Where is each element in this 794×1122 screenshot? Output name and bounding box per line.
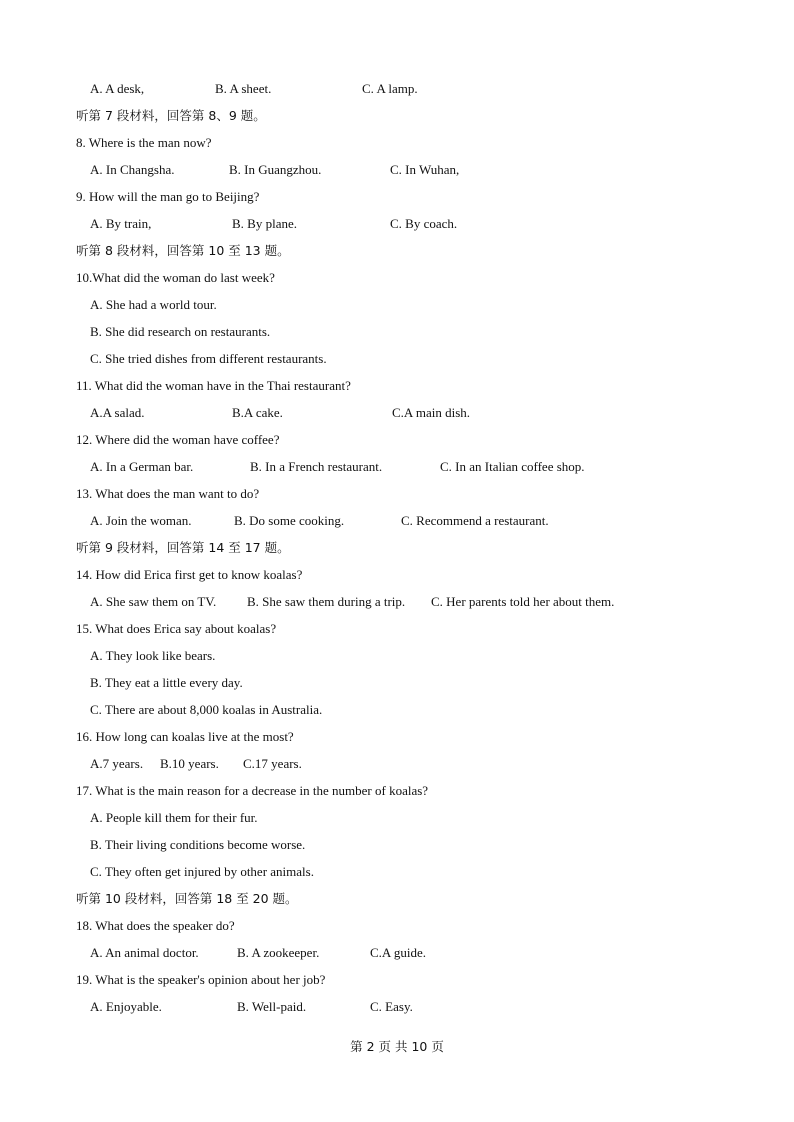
- q17-option-b-line: [0, 835, 794, 855]
- q18-option-c: C.A guide.: [370, 945, 426, 960]
- q9-option-b: B. By plane.: [232, 216, 297, 231]
- q8-option-b: B. In Guangzhou.: [229, 162, 322, 177]
- q17-option-a: A. People kill them for their fur.: [90, 810, 258, 825]
- q13-text: 13. What does the man want to do?: [76, 486, 260, 501]
- q18-line: [0, 916, 794, 936]
- section-8-instruction: 听第 8 段材料，回答第 10 至 13 题。: [76, 243, 290, 258]
- q9-text: 9. How will the man go to Beijing?: [76, 189, 260, 204]
- q11-option-b: B.A cake.: [232, 405, 283, 420]
- q12-options: [0, 457, 794, 477]
- section-10-header: [0, 889, 794, 909]
- q7-option-a: A. A desk,: [90, 81, 145, 96]
- q10-line: [0, 268, 794, 288]
- q13-line: [0, 484, 794, 504]
- q10-option-b: B. She did research on restaurants.: [90, 324, 271, 339]
- section-7-header: [0, 106, 794, 126]
- q17-line: [0, 781, 794, 801]
- q14-option-b: B. She saw them during a trip.: [247, 594, 406, 609]
- q14-text: 14. How did Erica first get to know koalas?: [76, 567, 303, 582]
- q13-option-b: B. Do some cooking.: [234, 513, 345, 528]
- q18-options: [0, 943, 794, 963]
- q17-text: 17. What is the main reason for a decrease in the number of koalas?: [76, 783, 429, 798]
- q15-option-a: A. They look like bears.: [90, 648, 216, 663]
- q15-text: 15. What does Erica say about koalas?: [76, 621, 277, 636]
- section-9-instruction: 听第 9 段材料，回答第 14 至 17 题。: [76, 540, 290, 555]
- q16-line: [0, 727, 794, 747]
- q8-text: 8. Where is the man now?: [76, 135, 212, 150]
- page-footer: [0, 1037, 794, 1057]
- q8-option-a: A. In Changsha.: [90, 162, 175, 177]
- q18-option-a: A. An animal doctor.: [90, 945, 199, 960]
- q11-text: 11. What did the woman have in the Thai restaurant?: [76, 378, 351, 393]
- q8-option-c: C. In Wuhan,: [390, 162, 460, 177]
- q14-options: [0, 592, 794, 612]
- q17-option-a-line: [0, 808, 794, 828]
- q15-option-b-line: [0, 673, 794, 693]
- q14-line: [0, 565, 794, 585]
- q12-line: [0, 430, 794, 450]
- q12-text: 12. Where did the woman have coffee?: [76, 432, 280, 447]
- q14-option-a: A. She saw them on TV.: [90, 594, 217, 609]
- q19-options: [0, 997, 794, 1017]
- q11-line: [0, 376, 794, 396]
- q19-option-a: A. Enjoyable.: [90, 999, 162, 1014]
- q15-option-c-line: [0, 700, 794, 720]
- q7-option-b: B. A sheet.: [215, 81, 272, 96]
- q8-options: [0, 160, 794, 180]
- q12-option-b: B. In a French restaurant.: [250, 459, 383, 474]
- q10-text: 10.What did the woman do last week?: [76, 270, 275, 285]
- q18-option-b: B. A zookeeper.: [237, 945, 320, 960]
- q15-option-c: C. There are about 8,000 koalas in Australia.: [90, 702, 323, 717]
- q13-options: [0, 511, 794, 531]
- q15-option-a-line: [0, 646, 794, 666]
- q7-options: [0, 79, 794, 99]
- q15-option-b: B. They eat a little every day.: [90, 675, 243, 690]
- q7-option-c: C. A lamp.: [362, 81, 418, 96]
- q16-text: 16. How long can koalas live at the most?: [76, 729, 294, 744]
- q19-line: [0, 970, 794, 990]
- q13-option-a: A. Join the woman.: [90, 513, 192, 528]
- q11-option-c: C.A main dish.: [392, 405, 471, 420]
- q16-option-b: B.10 years.: [160, 756, 219, 771]
- q9-options: [0, 214, 794, 234]
- q8-line: [0, 133, 794, 153]
- q14-option-c: C. Her parents told her about them.: [431, 594, 615, 609]
- q11-options: [0, 403, 794, 423]
- q10-option-a: A. She had a world tour.: [90, 297, 217, 312]
- q17-option-b: B. Their living conditions become worse.: [90, 837, 306, 852]
- q12-option-a: A. In a German bar.: [90, 459, 194, 474]
- q10-option-a-line: [0, 295, 794, 315]
- q17-option-c: C. They often get injured by other animals.: [90, 864, 314, 879]
- q19-option-b: B. Well-paid.: [237, 999, 307, 1014]
- q9-line: [0, 187, 794, 207]
- section-10-instruction: 听第 10 段材料，回答第 18 至 20 题。: [76, 891, 298, 906]
- q9-option-c: C. By coach.: [390, 216, 458, 231]
- q10-option-c: C. She tried dishes from different restaurants.: [90, 351, 327, 366]
- q10-option-b-line: [0, 322, 794, 342]
- section-7-instruction: 听第 7 段材料，回答第 8、9 题。: [76, 108, 266, 123]
- q10-option-c-line: [0, 349, 794, 369]
- page-number: 第 2 页 共 10 页: [350, 1039, 444, 1054]
- q12-option-c: C. In an Italian coffee shop.: [440, 459, 585, 474]
- q16-options: [0, 754, 794, 774]
- q16-option-a: A.7 years.: [90, 756, 144, 771]
- q18-text: 18. What does the speaker do?: [76, 918, 235, 933]
- q19-option-c: C. Easy.: [370, 999, 413, 1014]
- q11-option-a: A.A salad.: [90, 405, 145, 420]
- q17-option-c-line: [0, 862, 794, 882]
- q16-option-c: C.17 years.: [243, 756, 302, 771]
- q19-text: 19. What is the speaker's opinion about her job?: [76, 972, 326, 987]
- q15-line: [0, 619, 794, 639]
- section-9-header: [0, 538, 794, 558]
- section-8-header: [0, 241, 794, 261]
- q9-option-a: A. By train,: [90, 216, 152, 231]
- q13-option-c: C. Recommend a restaurant.: [401, 513, 549, 528]
